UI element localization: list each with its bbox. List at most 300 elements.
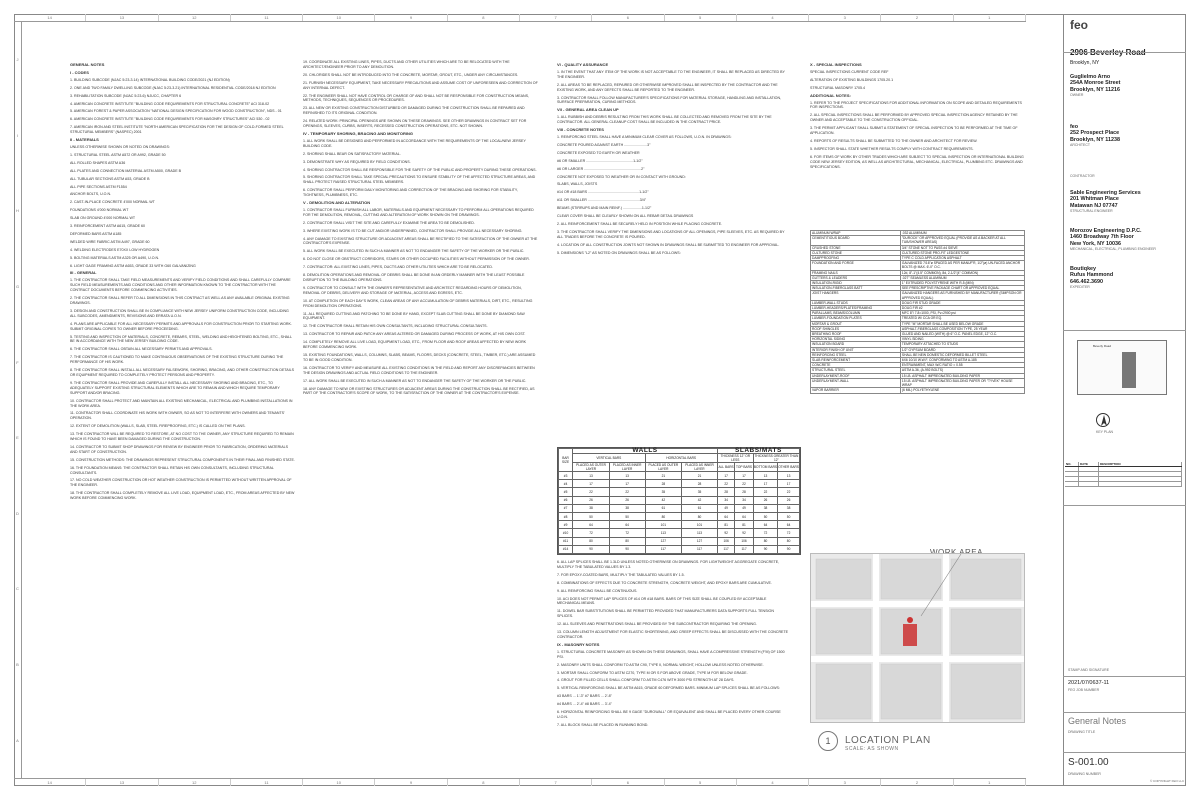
note-item: 7. AMERICAN IRON AND STEEL INSTITUTE "NORTH AMERICAN SPECIFICATION FOR THE DESIGN OF COLD-FORMED STEEL STRUCTURAL MEMBERS" (NASPEC) 2001 [70,125,284,135]
material-name: MORTAR & GROUT [811,321,901,326]
note-item: 6. DO NOT CLOSE OR OBSTRUCT CORRIDORS, STAIRS OR OTHER OCCUPIED FACILITIES WITHOUT PERMISSION OF THE OWNER. [303,257,530,262]
grid-label: 1 [954,779,1026,786]
table-cell: 80 [753,537,777,545]
note-item: 7. THE CONTRACTOR IS CAUTIONED TO MAKE CONTINUOUS OBSERVATIONS OF THE EXISTING STRUCTURE DURING THE PERFORMANCE OF HIS WORK. [70,355,284,365]
table-cell: 90 [778,545,800,553]
table-cell: 42 [645,496,682,504]
grid-label: 8 [448,14,520,21]
material-spec: .027" SEAMLESS ALUMINUM [900,275,1024,280]
detail-number-bubble: 1 [818,731,838,751]
table-row [559,480,800,488]
architect-block: feo 252 Prospect Place Brooklyn, NY 11238 ARCHITECT [1070,124,1120,148]
table-row [559,496,800,504]
note-item: 8. COMBINATIONS OF EFFECTS DUE TO CONCRETE STRENGTH, CONCRETE WEIGHT, AND EPOXY BARS ARE CUMULATIVE. [557,580,772,585]
note-item: 7. FOR EPOXY-COATED BARS, MULTIPLY THE TABULATED VALUES BY 1.5. [557,572,685,577]
note-item: 8. DEMOLITION OPERATIONS AND REMOVAL OF DEBRIS SHALL BE DONE IN AN ORDERLY MANNER WITH THE LEAST POSSIBLE DISRUPTION TO THE BUILDING OPERATIONS. [303,273,525,282]
material-spec: CULTURED STONE PRO-FIT LEDGESTONE [900,250,1024,255]
material-name: DAMPPROOFING [811,256,901,261]
job-number: 2021/07/0637-11 [1068,680,1110,686]
grid-label: G [15,284,20,290]
table-cell: 28 [645,480,682,488]
table-cell: 50 [609,512,645,520]
section-heading: VI - QUALITY ASSURANCE [557,62,609,67]
note-item: UNLESS OTHERWISE SHOWN OR NOTED ON DRAWINGS: [70,144,170,149]
grid-label: F [16,359,19,365]
table-cell: 35 [645,488,682,496]
material-name: CRUSHED STONE [811,245,901,250]
material-name: REINFORCING STEEL [811,352,901,357]
location-plan-title: LOCATION PLAN [845,735,931,746]
table-cell: 22 [778,488,800,496]
column-header: PLACED AS OUTER LAYER [573,463,610,472]
section-heading: III - GENERAL [70,270,97,276]
grid-label: 11 [231,779,303,786]
material-name: INSULATION BOARD [811,342,901,347]
project-address [1070,48,1182,68]
sheet-number-label: DRAWING NUMBER [1068,772,1101,776]
note-item: 1. STRUCTURAL CONCRETE MASONRY AS SHOWN ON THESE DRAWINGS, SHALL HAVE A COMPRESSIVE STRENGTH (F'M) OF 1500 PSI. [557,649,785,659]
table-cell: 127 [645,537,682,545]
copyright: © COPYRIGHT FEO LLC [1150,779,1185,783]
material-spec: .032 ALUMINUM [900,231,1024,236]
note-item: 5. ALL WORK SHALL BE EXECUTED IN SUCH A MANNER AS NOT TO ENDANGER THE SAFETY OF THE WORKER OR THE PUBLIC. [303,249,525,254]
note-item: BEAMS (STIRRUPS AND MAIN REINF.) ...................1-1/2" [557,206,652,211]
material-spec: 6X6 10/10 W.W.F. CONFORMING TO ASTM A-185 [900,358,1024,363]
note-item: 17. ALL WORK SHALL BE EXECUTED IN SUCH A MANNER AS NOT TO ENDANGER THE SAFETY OF THE WORKER OR THE PUBLIC. [303,378,527,383]
table-cell: 21 [645,472,682,480]
material-name: HORIZONTAL SIDING [811,337,901,342]
note-item: 1. REFER TO THE PROJECT SPECIFICATIONS FOR ADDITIONAL INFORMATION ON SCOPE AND DETAILED REQUIREMENTS FOR INSPECTIONS. [810,100,1022,110]
note-item: 3. CONTRACTOR SHALL FOLLOW MANUFACTURER'S SPECIFICATIONS FOR MATERIAL STORAGE, HANDLING AND INSTALLATION, SURFACE PREPARATION, CURING METHODS. [557,95,782,105]
table-cell: 22 [573,488,610,496]
material-spec: ENTRAINMENT, MAX W/C RATIO = 0.55 [900,363,1024,368]
table-cell: 49 [717,504,735,512]
column-header: PLACED AS OUTER LAYER [645,463,682,472]
material-name: FOUNDATION AND FORGE [811,261,901,270]
grid-label: 3 [809,779,881,786]
note-item: 10. ACI DOES NOT PERMIT LAP SPLICES OF #14 OR #18 BARS. BARS OF THIS SIZE SHALL BE COUPLED BY ACCEPTABLE MECHANICAL MEANS. [557,596,767,606]
table-cell: 50 [573,512,610,520]
grid-label: 4 [737,14,809,21]
note-item: 8. THE CONTRACTOR SHALL INSTALL ALL NECESSARY FALSEWORK, SHORING, BRACING, AND OTHER CONSTRUCTION DETAILS OR EQUIPMENT REQUIRED TO COMPLETELY PROTECT PERSONS AND PROPERTY. [70,368,295,377]
mep-engineer-block: Morozov Engineering D.P.C. 1460 Broadway 7th Floor New York, NY 10036 MECHANICAL, ELECTRICAL, PLUMBING ENGINEER [1070,228,1156,252]
table-cell: 127 [682,537,718,545]
grid-label: C [16,586,19,592]
grid-label: 2 [881,779,953,786]
material-spec: 3/4" STONE NOT TO PASS #4 SIEVE [900,245,1024,250]
note-item: 1. ALL WORK SHALL BE DESIGNED AND PERFORMED IN ACCORDANCE WITH THE REQUIREMENTS OF THE LOCAL/NEW JERSEY BUILDING CODE. [303,138,526,148]
grid-label: B [16,662,19,668]
note-item: 4. SHORING CONTRACTOR SHALL BE RESPONSIBLE FOR THE SAFETY OF THE PUBLIC AND PROPERTY DURING THESE OPERATIONS. [303,167,537,172]
material-spec: MFC 8"/ 7.8=1000, PSI, Fv=2900 psi [900,311,1024,316]
table-row [559,512,800,520]
note-item: 4. PLANS ARE APPLICABLE FOR ALL NECESSARY PERMITS AND APPROVALS FOR CONSTRUCTION PRIOR TO STARTING WORK. SUBMIT ORIGINAL COPIES TO OWNER BEFORE PROCEEDING. [70,321,292,331]
note-item: 6. AMERICAN CONCRETE INSTITUTE "BUILDING CODE REQUIREMENTS FOR MASONRY STRUCTURES" ACI 530 - 02 [70,117,270,122]
note-item: 2. ALL AREAS TO BE REPLACED, REPAIRED OR OTHERWISE IMPROVED SHALL BE INSPECTED BY THE CONTRACTOR AND THE EXISTING WORK, AND ANY DEFECTS SHALL BE REPORTED TO THE ENGINEER. [557,82,778,92]
note-item: 2. MASONRY UNITS SHALL CONFORM TO ASTM C90, TYPE II, NORMAL WEIGHT, HOLLOW UNLESS NOTED OTHERWISE. [557,662,764,667]
material-name: GUTTERS & LEADERS [811,275,901,280]
material-spec: (6 MIL) POLYETHYLENE [900,388,1024,393]
table-cell: #11 [559,537,573,545]
revision-table: NO. DATE DESCRIPTION [1065,462,1182,502]
table-cell: 80 [573,537,610,545]
table-cell: 72 [609,529,645,537]
stamp-label: STAMP AND SIGNATURE [1068,668,1110,672]
table-cell: 50 [778,512,800,520]
grid-label: 3 [809,14,881,21]
note-item: 16. THE FOUNDATION MEANS: THE CONTRACTOR SHALL RETAIN HIS OWN CONSULTANTS, INCLUDING STRUCTURAL CONSULTANTS. [70,465,274,475]
section-heading: X - SPECIAL INSPECTIONS [810,62,862,67]
note-item: 2. ALL REINFORCEMENT SHALL BE SECURELY HELD IN POSITION WHILE PLACING CONCRETE. [557,221,723,226]
material-name: ROOF SHINGLES [811,326,901,331]
general-notes-column-4 [810,60,1030,220]
column-header: PLACED AS INNER LAYER [609,463,645,472]
note-item: #6 OR SMALLER ...............................................1-1/2" [557,158,643,163]
note-item: 3. REHABILITATION SUBCODE (NJAC 5:23-6) NJUCC, CHAPTER 6 [70,93,182,98]
note-item: 6. ALL LAP SPLICES SHALL BE 1.3LD UNLESS NOTED OTHERWISE ON DRAWINGS. FOR LIGHTWEIGHT AGGREGATE CONCRETE, MULTIPLY THE TABULATED VALUES BY 1.3. [557,560,780,569]
material-name: INSULATION-RIGID [811,281,901,286]
material-name: FRAMING NAILS [811,270,901,275]
grid-label: 10 [303,14,375,21]
note-item: 11. DOWEL BAR SUBSTITUTIONS SHALL BE PERMITTED PROVIDED THAT MANUFACTURERS DATA SUPPORTS FULL TENSION SPLICES. [557,609,774,619]
note-item: 22. THE ENGINEER SHALL NOT HAVE CONTROL OR CHARGE OF AND SHALL NOT BE RESPONSIBLE FOR CONSTRUCTION MEANS, METHODS, TECHNIQUES, SEQUENCES OR PROCEDURES. [303,93,529,103]
note-item: 4. WELDING ELECTRODES E70XX LOW HYDROGEN [70,247,160,252]
note-item: 6. THE CONTRACTOR SHALL OBTAIN ALL NECESSARY PERMITS AND APPROVALS. [70,347,213,352]
table-cell: 81 [717,521,735,529]
table-cell: #5 [559,488,573,496]
note-item: 2. CAST-IN-PLACE CONCRETE 4'000 NORMAL WT [70,200,155,205]
material-spec: TREATED W/ CCA OR EQ. [900,316,1024,321]
material-name: STRUCTURAL STEEL [811,368,901,373]
note-item: CONCRETE POURED AGAINST EARTH .......................3" [557,142,651,147]
material-spec: "DUROCK" OR APPROVED EQUAL (PROVIDE AS A BACKER AT ALL TUB/SHOWER AREAS) [900,236,1024,245]
table-cell: 49 [735,504,753,512]
table-cell: 64 [778,521,800,529]
note-item: ALL TUBULAR SECTIONS ASTM A53, GRADE B [70,176,150,181]
note-item: CLEAR COVER SHALL BE CLEARLY SHOWN ON ALL REBAR DETAIL DRAWINGS [557,214,694,219]
note-item: #4 BARS ... 2'-4" #8 BARS ... 3'-4" [557,702,612,707]
grid-label: 12 [159,14,231,21]
note-item: 9. THE CONTRACTOR SHALL PROVIDE AND CAREFULLY INSTALL ALL NECESSARY SHORING AND BRACING, ETC., TO ADEQUATELY SUPPORT EXISTING STRUCTURAL ELEMENTS WHICH ARE TO REMAIN AND WHICH REQUIRE TEMPORARY SUPPORT AND/OR BRACING. [70,380,280,395]
walls-header: WALLS [573,449,718,454]
note-item: 4. ANY DAMAGE TO EXISTING STRUCTURE OR ADJACENT AREAS SHALL BE RECTIFIED TO THE SATISFACTION OF THE OWNER AT THE CONTRACTOR'S EXPENSE. [303,236,538,246]
grid-columns-bottom [14,778,1026,786]
note-item: 7. ALL BLOCK SHALL BE PLACED IN RUNNING BOND. [557,722,649,727]
note-item: CONCRETE NOT EXPOSED TO WEATHER OR IN CONTACT WITH GROUND: [557,174,686,179]
grid-label: 1 [954,14,1026,21]
grid-label: 13 [86,779,158,786]
note-item: WELDED WIRE FABRIC ASTM A497, GRADE 60 [70,239,150,244]
note-item: ALL PIPE SECTIONS ASTM F1554 [70,184,127,189]
notes-heading: GENERAL NOTES [70,62,105,67]
material-spec: ASTM A-36, (A-992 BOLTS) [900,368,1024,373]
section-heading: II - MATERIALS [70,137,99,143]
note-item: ALL PLATES AND CONNECTION MATERIAL ASTM A500, GRADE B [70,168,182,173]
general-notes-column-3 [557,60,789,340]
note-item: 1. BUILDING SUBCODE (NJAC 5:23-3.14) INTERNATIONAL BUILDING CODE/2021 (NJ EDITION) [70,77,230,82]
note-item: 4. GROUT FOR FILLED CELLS SHALL CONFORM TO ASTM C476 WITH 3000 PSI STRENGTH AT 28 DAYS. [557,678,735,683]
table-cell: #14 [559,545,573,553]
note-item: 14. CONTRACTOR TO SUBMIT SHOP DRAWINGS FOR REVIEW BY ENGINEER PRIOR TO FABRICATION, ORDERING MATERIALS AND START OF CONSTRUCTION. [70,444,289,454]
key-plan-street: Beverly Road [1093,344,1112,348]
table-cell: 61 [645,504,682,512]
table-cell: 38 [609,504,645,512]
table-cell: 92 [717,529,735,537]
note-item: 1. CONTRACTOR SHALL FURNISH ALL LABOR, MATERIALS AND EQUIPMENT NECESSARY TO PERFORM ALL OPERATIONS REQUIRED FOR THE DEMOLITION, REMOVAL, CUTTING AND ALTERATION OF WORK SHOWN ON THE DRAWINGS. [303,207,534,217]
table-row [559,545,800,553]
note-item: 17. NO COLD WEATHER CONSTRUCTION OR HOT WEATHER CONSTRUCTION IS PERMITTED WITHOUT WRITTEN APPROVAL OF THE ENGINEER. [70,478,292,488]
note-item: 5. DIMENSIONS "L2" AS NOTED ON DRAWINGS SHALL BE AS FOLLOWS: [557,250,681,255]
table-cell: 28 [682,480,718,488]
note-item: DEFORMED BARS ASTM A185 [70,231,122,236]
note-item: CONCRETE EXPOSED TO EARTH OR WEATHER [557,150,640,155]
note-item: 13. CONTRACTOR TO REPAIR AND PATCH ANY AREAS ALTERED OR DAMAGED DURING PROCESS OF WORK, AT HIS OWN COST. [303,332,526,337]
table-cell: 38 [753,504,777,512]
note-item: #14 OR #18 BARS ...................................................1-1/2" [557,190,649,195]
slabs-header: SLABS/MATS [717,449,799,454]
note-item: ALL ROLLED SHAPES ASTM A36 [70,160,126,165]
table-cell: 35 [682,488,718,496]
table-cell: 106 [717,537,735,545]
table-cell: 13 [573,472,610,480]
table-cell: 17 [735,472,753,480]
note-item: 5. TESTING AND INSPECTION OF MATERIALS, CONCRETE, REBARS, STEEL, WELDING AND HEIGHTENED BOLTING, ETC., SHALL BE IN ACCORDANCE WITH THE NEW JERSEY BUILDING CODE. [70,334,292,344]
grid-label: 10 [303,779,375,786]
table-cell: 22 [753,488,777,496]
note-item: SPECIAL INSPECTIONS CURRENT CODE REF [810,69,889,74]
table-cell: 72 [573,529,610,537]
material-spec: ASPHALT-FIBERGLASS COMPOSITION TYPE, 25 YEAR [900,326,1024,331]
material-row [811,236,1025,245]
table-cell: 22 [735,480,753,488]
note-item: 11. ALL REQUIRED CUTTING AND PATCHING TO BE DONE BY HAND, EXCEPT SLAB CUTTING SHALL BE DONE BY DIAMOND SAW EQUIPMENT. [303,311,525,321]
table-cell: 90 [609,545,645,553]
table-cell: 42 [682,496,718,504]
material-row [811,261,1025,270]
note-item: 3. DESIGN AND CONSTRUCTION SHALL BE IN COMPLIANCE WITH NEW JERSEY UNIFORM CONSTRUCTION CODE, INCLUDING ALL SUBCODES, AMENDMENTS, REVISIONS AND ERRATA U.O.N. [70,308,289,318]
material-name: UNDERLAYMENT-WALL [811,378,901,387]
material-spec: GLUED AND NAILED (WITH) @ 6" O.C. PANEL EDGE, 12" O.C. [900,332,1024,337]
material-spec: DOUG FIR STUD GRADE [900,300,1024,305]
note-item: 20. CHLORIDES SHALL NOT BE INTRODUCED INTO THE CONCRETE, MORTAR, GROUT, ETC., UNDER ANY CIRCUMSTANCES. [303,72,519,77]
note-item: 2. CONTRACTOR SHALL VISIT THE SITE AND CAREFULLY EXAMINE THE AREA TO BE DEMOLISHED. [303,220,475,225]
material-name: LUMBER-HEADERS/PLATES/FRAMING [811,306,901,311]
material-spec: TYPE C COLD APPLICATION ASPHALT [900,256,1024,261]
grid-label: 5 [665,14,737,21]
table-cell: 17 [753,480,777,488]
column-header: ALL BARS [717,463,735,472]
note-item: 2. ONE AND TWO FAMILY DWELLING SUBCODE (NJAC 5:23-3.21) INTERNATIONAL RESIDENTIAL CODE/2018 NJ EDITION [70,85,276,90]
table-cell: 117 [717,545,735,553]
lap-splice-table [557,447,801,555]
note-item: ANCHOR BOLTS, U.O.N. [70,192,112,197]
material-spec: SEE PRESCRIPTIVE PACKAGE CHART OR APPROVED EQUAL [900,286,1024,291]
table-cell: 38 [778,504,800,512]
note-item: 15. EXISTING FOUNDATIONS, WALLS, COLUMNS, SLABS, BEAMS, FLOORS, DECKS (CONCRETE, STEEL, TIMBER, ETC.) ARE ASSUMED TO BE IN GOOD CONDITION. [303,352,536,362]
note-item: 3. REINFORCEMENT ASTM A615, GRADE 60 [70,224,146,229]
table-cell: 21 [682,472,718,480]
note-item: 14. COMPLETELY REMOVE ALL LIVE LOAD, EQUIPMENT LOAD, ETC., FROM FLOOR AND ROOF AREAS AFFECTED BY NEW WORK BEFORE COMMENCING WORK. [303,340,527,350]
note-item: FOUNDATIONS 4'000 NORMAL WT [70,208,129,213]
table-row [559,521,800,529]
table-row [559,472,800,480]
drawing-title-label: DRAWING TITLE [1068,730,1096,734]
table-cell: 13 [609,472,645,480]
work-area-marker [903,624,917,646]
table-cell: 26 [778,496,800,504]
north-arrow-icon [1096,413,1110,427]
note-item: 5. AMERICAN FOREST & PAPER ASSOCIATION "NATIONAL DESIGN SPECIFICATION FOR WOOD CONSTRUCTION", NDS - 01 [70,109,282,114]
table-cell: 72 [753,529,777,537]
table-cell: 90 [573,545,610,553]
table-cell: #10 [559,529,573,537]
note-item: #11 OR SMALLER ....................................................3/4" [557,198,647,203]
grid-label: 5 [665,779,737,786]
table-cell: 17 [717,472,735,480]
note-item: 16. CONTRACTOR TO VERIFY AND MEASURE ALL EXISTING CONDITIONS IN THE FIELD AND REPORT ANY DISCREPANCIES BETWEEN THE DESIGN DRAWINGS AND ACTUAL FIELD CONDITIONS TO THE ENGINEER. [303,365,535,375]
grid-label: 12 [159,779,231,786]
table-cell: 106 [735,537,753,545]
table-cell: 80 [682,512,718,520]
material-row [811,286,1025,291]
grid-label: 7 [520,779,592,786]
thickness-greater-header: THICKNESS GREATER THAN 12" [754,454,799,462]
section-heading: VIII - CONCRETE NOTES [557,127,604,133]
grid-label: I [16,132,19,138]
material-name: JOIST HANGERS [811,291,901,300]
grid-label: 7 [520,14,592,21]
grid-label: 13 [86,14,158,21]
table-cell: 101 [682,521,718,529]
project-line-2: Brooklyn, NY [1070,60,1100,66]
grid-label: 9 [375,779,447,786]
note-item: 6. HORIZONTAL REINFORCING SHALL BE 9 GAGE "DUROWALL" OR EQUIVALENT AND SHALL BE PLACED EVERY OTHER COURSE U.O.N. [557,710,781,719]
material-name: CULTURED STONE [811,250,901,255]
note-item: 3. DEMONSTRATE WHY AS REQUIRED BY FIELD CONDITIONS. [303,159,411,164]
material-spec: 1" EXTRUDED POLYSTYRENE WITH R-5 (MIN) [900,281,1024,286]
note-item: 13. THE CONTRACTOR WILL BE REQUIRED TO RESTORE, AT NO COST TO THE OWNER, ANY STRUCTURE REQUIRED TO REMAIN WHICH IS FOUND TO HAVE BEEN DAMAGED DURING THE CONSTRUCTION. [70,432,294,442]
grid-label: 9 [375,14,447,21]
table-cell: 113 [645,529,682,537]
note-item: 10. AT COMPLETION OF EACH DAY'S WORK, CLEAN AREAS OF ANY ACCUMULATION OF DEBRIS MATERIALS, DIRT, ETC., RESULTING FROM DEMOLITION OPERATIONS. [303,298,533,308]
material-name: BREATHING ROOF [811,332,901,337]
note-item: 3. THE PERMIT APPLICANT SHALL SUBMIT A STATEMENT OF SPECIAL INSPECTION TO BE PERFORMED AT THE TIME OF APPLICATION. [810,126,1018,136]
grid-label: 14 [14,14,86,21]
material-name: UNDERLAYMENT-ROOF [811,373,901,378]
contractor-block: CONTRACTOR [1070,174,1095,178]
material-spec: 15 LB. ASPHALT IMPREGNATED BUILDING PAPER [900,373,1024,378]
material-spec: VINYL SIDING [900,337,1024,342]
location-plan-scale: SCALE: AS SHOWN [845,746,899,752]
table-cell: 26 [753,496,777,504]
note-item: 3. THE CONTRACTOR SHALL VERIFY THE DIMENSIONS AND LOCATIONS OF ALL OPENINGS, PIPE SLEEVES, ETC. AS REQUIRED BY ALL TRADES BEFORE THE CONCRETE IS POURED. [557,229,785,239]
note-item: #3 BARS ... 1'-3" #7 BARS ... 2'-8" [557,694,612,699]
grid-label: 11 [231,14,303,21]
firm-logo: feo [1070,18,1088,32]
note-item: STRUCTURAL MASONRY 1705.4 [810,85,866,90]
grid-label: 8 [448,779,520,786]
expediter-block: Boutiqkey Rufus Hammond 646.462.3690 EXPEDITER [1070,266,1114,290]
thickness-12-header: THICKNESS 12" OR LESS [717,454,753,463]
note-item: 13. COLUMN LENGTH ADJUSTMENT FOR ELASTIC SHORTENING, AND CREEP EFFECTS SHALL BE DISCUSSED WITH THE CONCRETE CONTRACTOR. [557,630,789,639]
grid-label: 4 [737,779,809,786]
material-spec: GALVANIZED 7/16"ø SPACED AS PER MANUF'R, 1/2"(ø) UN-FACED ANCHOR BOLTS @ MAX. 6'-0" O.C. [900,261,1024,270]
table-cell: #8 [559,512,573,520]
grid-label: D [16,510,19,516]
table-cell: 22 [717,480,735,488]
note-item: 5. VERTICAL REINFORCING SHALL BE ASTM A615, GRADE 60 DEFORMED BARS. MINIMUM LAP SPLICES SHALL BE AS FOLLOWS: [557,686,780,691]
material-row [811,291,1025,300]
material-name: ALUMINUM WRAP [811,231,901,236]
table-cell: 64 [717,512,735,520]
section-heading: I - CODES [70,69,89,75]
material-spec: TYPE "M" MORTAR SHALL BE USED BELOW GRADE [900,321,1024,326]
material-row [811,378,1025,387]
job-number-label: FEO JOB NUMBER [1068,688,1100,692]
grid-label: J [16,57,19,63]
note-item: 23. ALL NEW OR EXISTING CONSTRUCTION DISTURBED OR DAMAGED DURING THE CONSTRUCTION SHALL BE REPAIRED AND REFINISHED TO ITS ORIGINAL CONDITION. [303,106,525,116]
sheet-number: S-001.00 [1068,757,1109,768]
table-cell: 26 [609,496,645,504]
table-cell: #9 [559,521,573,529]
material-spec: 1/2" GYPSUM BOARD [900,347,1024,352]
grid-label: A [16,737,19,743]
note-item: 4. LOCATION OF ALL CONSTRUCTION JOINTS NOT SHOWN IN DRAWINGS SHALL BE SUBMITTED TO ENGINEER FOR APPROVAL. [557,242,780,247]
note-item: 11. CONTRACTOR SHALL COORDINATE HIS WORK WITH OWNER, SO AS NOT TO INTERFERE WITH OWNERS AND TENANTS' OPERATION. [70,411,285,421]
note-item: 5. INSPECTOR SHALL STATE WHETHER RESULTS COMPLY WITH CONTRACT REQUIREMENTS. [810,146,974,151]
note-item: ALTERATION OF EXISTING BUILDINGS 1705.20.1 [810,77,894,82]
owner-block: Guglielmo Arno 254A Monroe Street Brooklyn, NY 11216 OWNER [1070,74,1121,98]
table-cell: 64 [753,521,777,529]
grid-label: 14 [14,779,86,786]
general-notes-column-1 [70,60,295,760]
table-cell: 50 [753,512,777,520]
table-cell: 26 [573,496,610,504]
note-item: 19. COORDINATE ALL EXISTING LINES, PIPES, DUCTS AND OTHER UTILITIES WHICH ARE TO BE RELOCATED WITH THE ARCHITECT/ENGINEER PRIOR TO ANY DEMOLITION. [303,60,510,69]
grid-columns-top [14,14,1026,22]
note-item: SLAB ON GROUND 4'000 NORMAL WT [70,216,136,221]
note-item: 1. REINFORCING STEEL SHALL HAVE A MINIMUM CLEAR COVER AS FOLLOWS, U.O.N. IN DRAWINGS: [557,134,732,139]
table-cell: 80 [609,537,645,545]
note-item: 2. SHORING SHALL BEAR ON SATISFACTORY MATERIAL. [303,151,401,156]
material-name: PARALLAMS, BEAMS/COLUMN [811,311,901,316]
street-map-graphic [811,554,1025,723]
material-name: INTERIOR FINISH OF UNIT [811,347,901,352]
material-name: SLAB REINFORCEMENT [811,358,901,363]
grid-label: 6 [592,779,664,786]
note-item: SLABS, WALLS, JOISTS [557,182,598,187]
table-cell: 64 [609,521,645,529]
note-item: 3. MORTAR SHALL CONFORM TO ASTM C270, TYPE M OR S FOR ABOVE GRADE, TYPE M FOR BELOW GRADE. [557,670,748,675]
note-item: 1. ALL RUBBISH AND DEBRIS RESULTING FROM THIS WORK SHALL BE COLLECTED AND REMOVED FROM THE SITE BY THE CONTRACTOR. ALL GENERAL CLEANUP COST SHALL BE INCLUDED IN THE CONTRACT PRICE. [557,115,772,125]
note-item: 6. CONTRACTOR SHALL PERFORM DAILY MONITORING AND CORRECTION OF THE BRACING AND SHORING FOR STABILITY, TIGHTNESS, PLUMBNESS, ETC. [303,188,518,198]
table-cell: 117 [645,545,682,553]
horizontal-bars-header: HORIZONTAL BARS [645,454,717,463]
table-cell: 80 [778,537,800,545]
note-item: 7. CONTRACTOR: ALL EXISTING LINES, PIPES, DUCTS AND OTHER UTILITIES WHICH ARE TO BE RELOCATED. [303,265,493,270]
general-notes-column-3b [557,560,789,765]
note-item: 15. CONSTRUCTION METHODS: THE DRAWINGS REPRESENT STRUCTURAL COMPONENTS IN THEIR FINAL AND FINISHED STATE. [70,457,295,462]
materials-table [810,230,1025,530]
column-header: TOP BARS [735,463,753,472]
note-item: 5. BOLTING MATERIALS ASTM A325 OR A490, U.O.N. [70,255,160,260]
note-item: 12. EXTENT OF DEMOLITION (WALLS, SLAB, STEEL FIREPROOFING, ETC.) IS CALLED ON THE PLANS. [70,424,246,429]
material-spec: DOUG FIR #2 [900,306,1024,311]
material-name: CEMENTITIOUS BOARD [811,236,901,245]
material-spec: 12d, 8"-1"(4.5" COMMON), 8d, 2-1/2"(4" COMMON) [900,270,1024,275]
note-item: 3. WHERE EXISTING WORK IS TO BE CUT AND/OR UNDERPINNED, CONTRACTOR SHALL PROVIDE ALL NECESSARY SHORING. [303,228,523,233]
note-item: 4. REPORTS OF RESULTS SHALL BE SUBMITTED TO THE OWNER AND ARCHITECT FOR REVIEW. [810,138,978,143]
